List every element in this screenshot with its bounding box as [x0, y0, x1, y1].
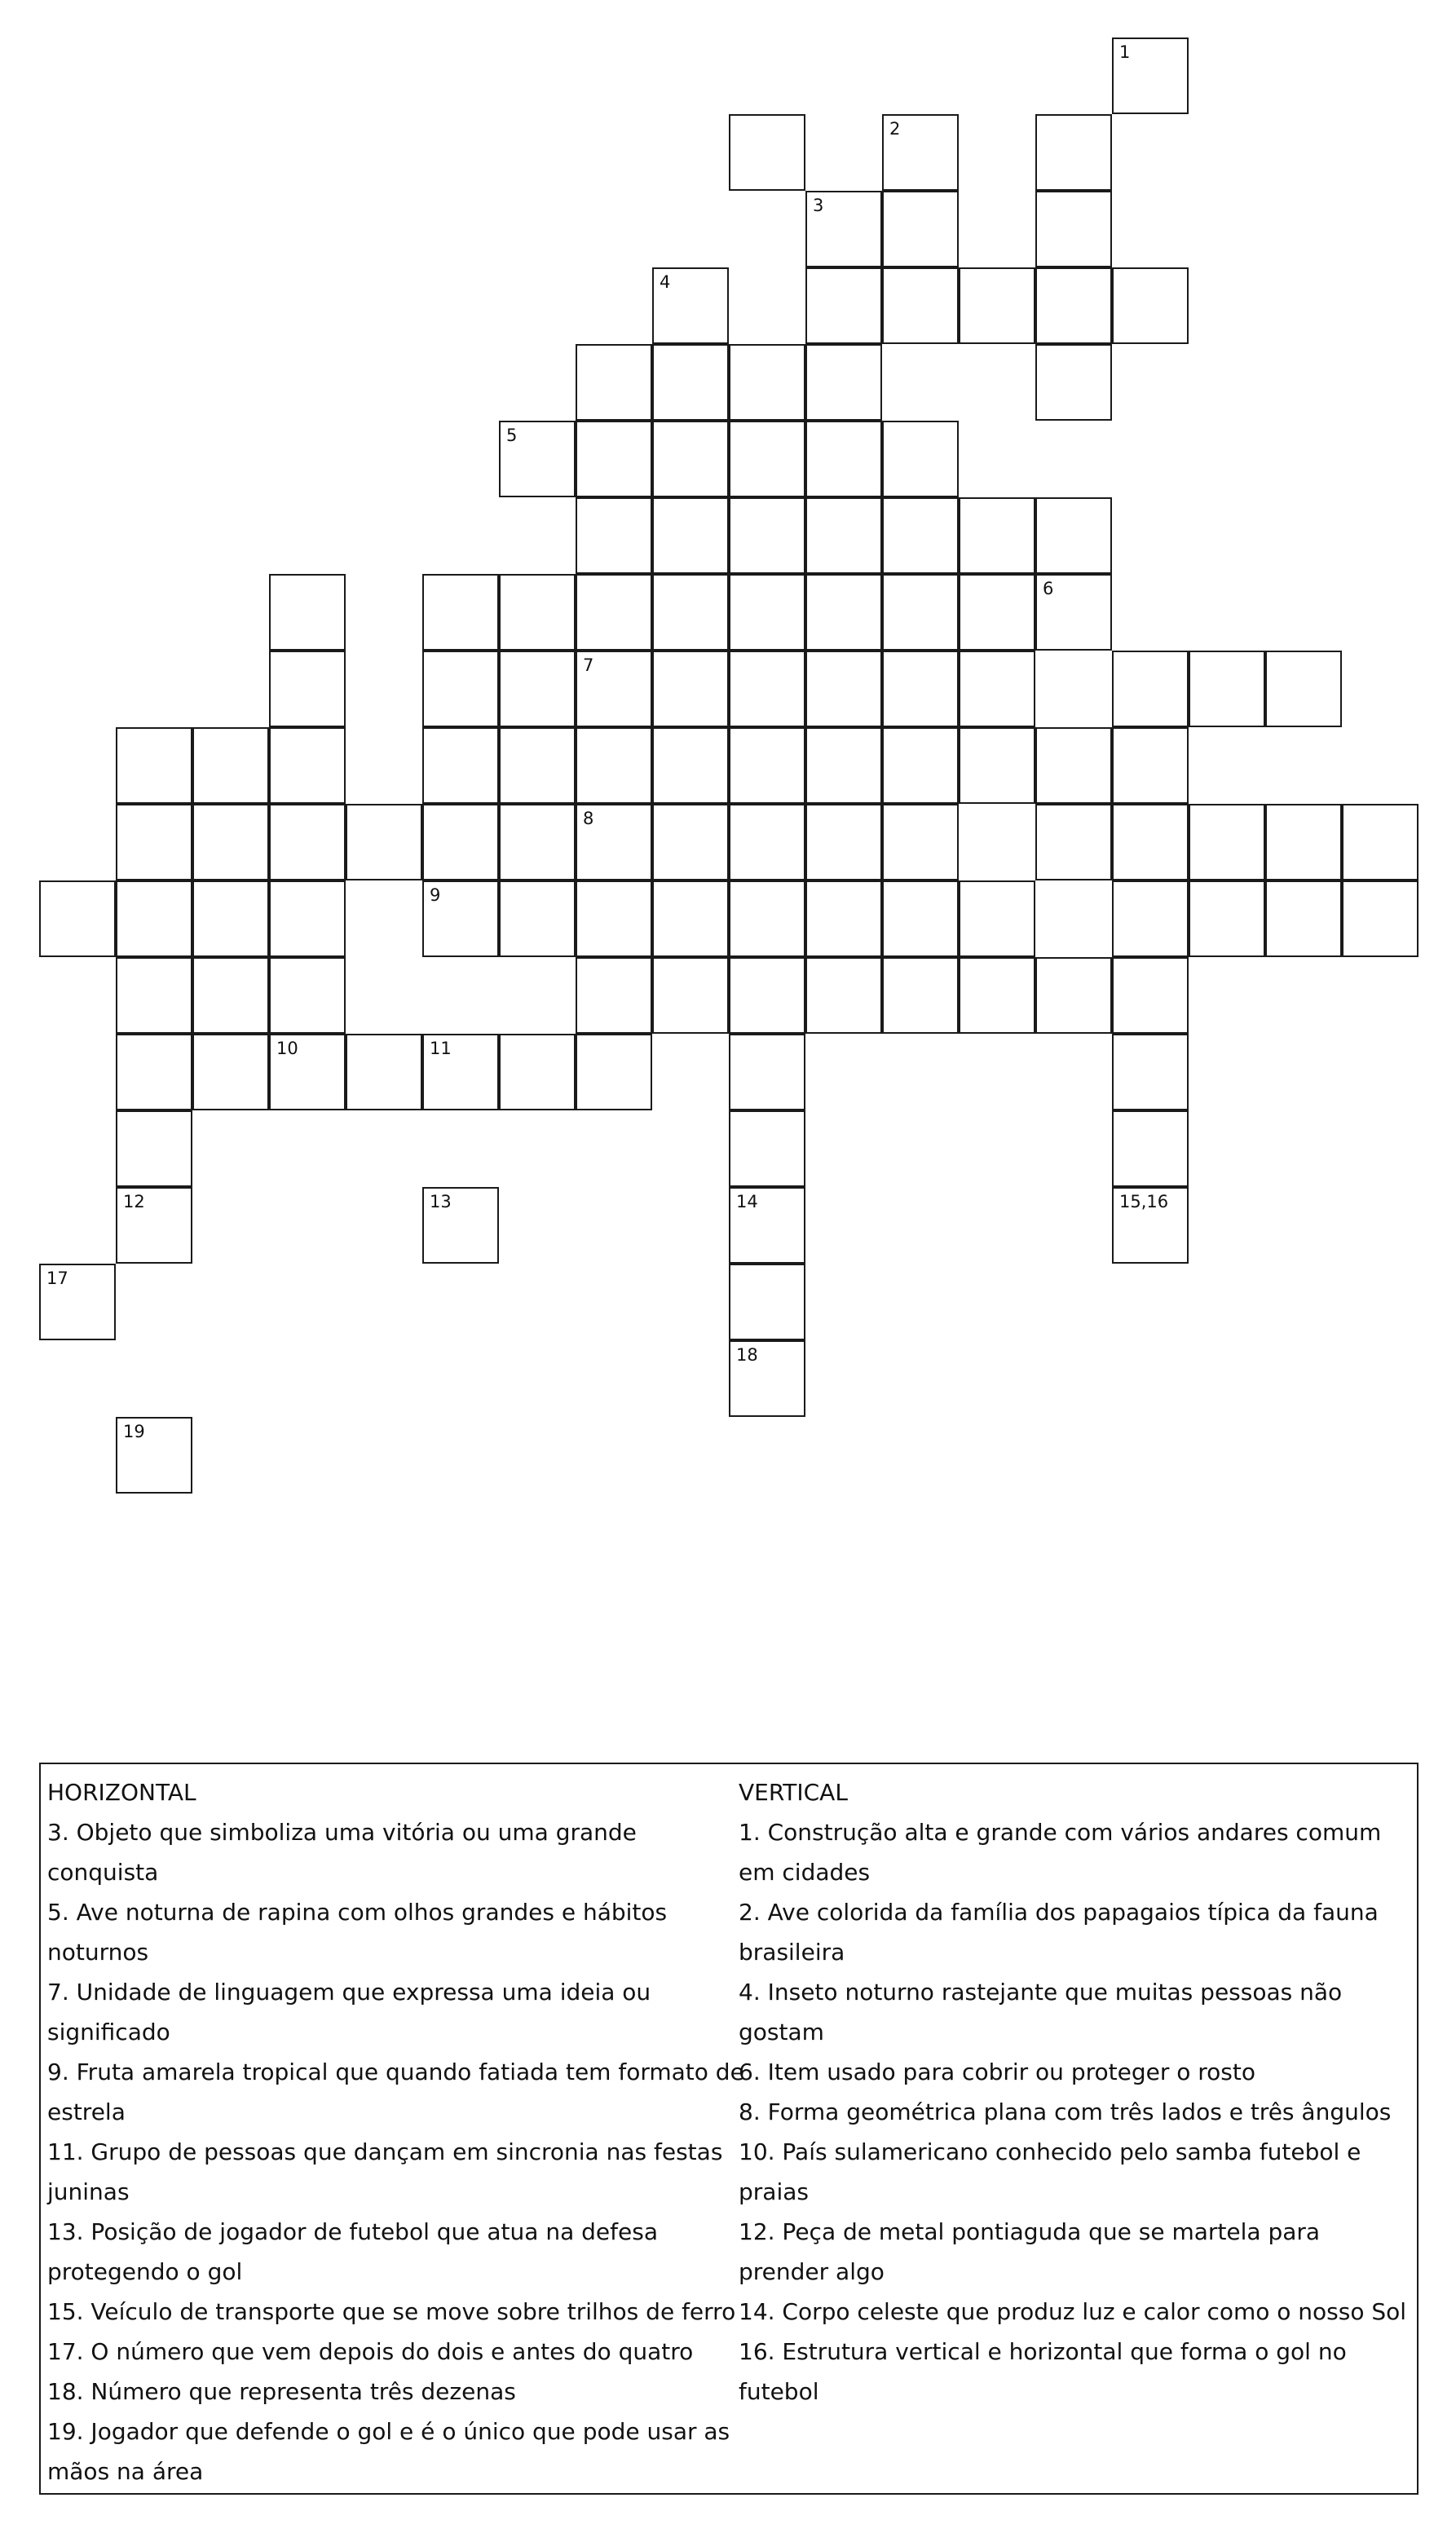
crossword-cell[interactable]: [652, 344, 729, 421]
crossword-cell[interactable]: [882, 880, 959, 957]
crossword-cell[interactable]: [192, 727, 269, 804]
clue-number: 8: [583, 809, 594, 828]
crossword-cell[interactable]: [576, 804, 652, 880]
crossword-cell[interactable]: [576, 574, 652, 651]
crossword-cell[interactable]: [805, 497, 882, 574]
crossword-cell[interactable]: [116, 804, 192, 880]
clue-number: 10: [276, 1039, 298, 1058]
crossword-cell[interactable]: [882, 114, 959, 191]
crossword-cell[interactable]: [576, 421, 652, 497]
crossword-cell[interactable]: [729, 651, 805, 727]
clue-h18: 18. Número que representa três dezenas: [47, 2378, 516, 2405]
vertical-title: VERTICAL: [739, 1779, 848, 1806]
crossword-cell[interactable]: [1112, 651, 1189, 727]
crossword-cell[interactable]: [1035, 727, 1112, 804]
crossword-cell[interactable]: [652, 651, 729, 727]
clue-number: 9: [430, 885, 441, 905]
vertical-clues: [739, 1772, 1415, 2412]
crossword-cell[interactable]: [882, 574, 959, 651]
crossword-cell[interactable]: [1189, 651, 1265, 727]
crossword-cell[interactable]: [1035, 804, 1112, 880]
clue-h15: 15. Veículo de transporte que se move sobre trilhos de ferro: [47, 2298, 736, 2325]
crossword-cell[interactable]: [576, 957, 652, 1034]
crossword-cell[interactable]: [729, 421, 805, 497]
crossword-cell[interactable]: [576, 1034, 652, 1110]
crossword-cell[interactable]: [499, 1034, 576, 1110]
crossword-cell[interactable]: [116, 1110, 192, 1187]
crossword-cell[interactable]: [116, 1034, 192, 1110]
clue-h13: 13. Posição de jogador de futebol que atua na defesa protegendo o gol: [47, 2218, 658, 2285]
crossword-cell[interactable]: [192, 880, 269, 957]
crossword-cell[interactable]: [959, 497, 1035, 574]
clues-box: [39, 1763, 1418, 2495]
crossword-cell[interactable]: [652, 880, 729, 957]
crossword-cell[interactable]: [1035, 957, 1112, 1034]
crossword-cell[interactable]: [882, 957, 959, 1034]
crossword-cell[interactable]: [652, 267, 729, 344]
crossword-cell[interactable]: [729, 344, 805, 421]
crossword-cell[interactable]: [1035, 497, 1112, 574]
crossword-cell[interactable]: [1035, 191, 1112, 267]
crossword-cell[interactable]: [1035, 267, 1112, 344]
crossword-cell[interactable]: [652, 574, 729, 651]
clue-h17: 17. O número que vem depois do dois e antes do quatro: [47, 2338, 694, 2365]
clue-h5: 5. Ave noturna de rapina com olhos grandes e hábitos noturnos: [47, 1899, 668, 1966]
crossword-cell[interactable]: [1112, 38, 1189, 114]
clue-v14: 14. Corpo celeste que produz luz e calor como o nosso Sol: [739, 2298, 1407, 2325]
crossword-cell[interactable]: [729, 114, 805, 191]
crossword-cell[interactable]: [729, 804, 805, 880]
crossword-cell[interactable]: [499, 880, 576, 957]
crossword-cell[interactable]: [805, 957, 882, 1034]
crossword-cell[interactable]: [1112, 267, 1189, 344]
crossword-cell[interactable]: [1112, 1110, 1189, 1187]
clue-h9: 9. Fruta amarela tropical que quando fatiada tem formato de estrela: [47, 2059, 744, 2125]
crossword-cell[interactable]: [1112, 957, 1189, 1034]
crossword-cell[interactable]: [805, 344, 882, 421]
crossword-cell[interactable]: [959, 957, 1035, 1034]
clue-number: 7: [583, 655, 594, 675]
crossword-cell[interactable]: [269, 727, 346, 804]
crossword-cell[interactable]: [729, 574, 805, 651]
clue-v10: 10. País sulamericano conhecido pelo samba futebol e praias: [739, 2138, 1361, 2205]
clue-h7: 7. Unidade de linguagem que expressa uma ideia ou significado: [47, 1979, 651, 2045]
crossword-cell[interactable]: [116, 1417, 192, 1494]
crossword-cell[interactable]: [269, 574, 346, 651]
crossword-cell[interactable]: [882, 804, 959, 880]
crossword-cell[interactable]: [729, 1340, 805, 1417]
crossword-cell[interactable]: [422, 1034, 499, 1110]
crossword-cell[interactable]: [269, 957, 346, 1034]
crossword-cell[interactable]: [1265, 880, 1342, 957]
clue-v1: 1. Construção alta e grande com vários andares comum em cidades: [739, 1819, 1382, 1886]
crossword-cell[interactable]: [39, 1264, 116, 1340]
crossword-cell[interactable]: [729, 1110, 805, 1187]
crossword-cell[interactable]: [729, 1034, 805, 1110]
clue-number: 15,16: [1119, 1192, 1169, 1211]
crossword-cell[interactable]: [116, 727, 192, 804]
crossword-cell[interactable]: [346, 804, 422, 880]
crossword-cell[interactable]: [576, 344, 652, 421]
crossword-cell[interactable]: [959, 267, 1035, 344]
crossword-cell[interactable]: [652, 727, 729, 804]
clue-number: 14: [736, 1192, 758, 1211]
crossword-cell[interactable]: [652, 421, 729, 497]
crossword-cell[interactable]: [805, 880, 882, 957]
crossword-cell[interactable]: [882, 651, 959, 727]
crossword-cell[interactable]: [1342, 880, 1418, 957]
clue-number: 4: [660, 272, 671, 292]
crossword-cell[interactable]: [39, 880, 116, 957]
horizontal-title: HORIZONTAL: [47, 1779, 196, 1806]
crossword-cell[interactable]: [1189, 804, 1265, 880]
crossword-cell[interactable]: [1112, 804, 1189, 880]
crossword-cell[interactable]: [269, 804, 346, 880]
crossword-cell[interactable]: [729, 880, 805, 957]
clue-v8: 8. Forma geométrica plana com três lados e três ângulos: [739, 2098, 1392, 2125]
crossword-cell[interactable]: [882, 191, 959, 267]
crossword-cell[interactable]: [729, 727, 805, 804]
crossword-cell[interactable]: [192, 804, 269, 880]
crossword-cell[interactable]: [1112, 727, 1189, 804]
crossword-cell[interactable]: [805, 727, 882, 804]
crossword-cell[interactable]: [1189, 880, 1265, 957]
clue-h3: 3. Objeto que simboliza uma vitória ou uma grande conquista: [47, 1819, 637, 1886]
crossword-cell[interactable]: [805, 267, 882, 344]
crossword-cell[interactable]: [652, 804, 729, 880]
crossword-cell[interactable]: [805, 191, 882, 267]
crossword-cell[interactable]: [1342, 804, 1418, 880]
clue-number: 17: [46, 1269, 68, 1288]
crossword-cell[interactable]: [882, 421, 959, 497]
crossword-cell[interactable]: [1112, 1034, 1189, 1110]
crossword-cell[interactable]: [346, 1034, 422, 1110]
crossword-cell[interactable]: [1112, 1187, 1189, 1264]
crossword-cell[interactable]: [269, 651, 346, 727]
crossword-cell[interactable]: [422, 651, 499, 727]
crossword-cell[interactable]: [959, 651, 1035, 727]
crossword-cell[interactable]: [192, 1034, 269, 1110]
crossword-cell[interactable]: [805, 574, 882, 651]
crossword-cell[interactable]: [729, 497, 805, 574]
crossword-cell[interactable]: [652, 497, 729, 574]
clue-number: 6: [1043, 579, 1054, 598]
clue-number: 3: [813, 196, 824, 215]
crossword-cell[interactable]: [652, 957, 729, 1034]
crossword-cell[interactable]: [116, 880, 192, 957]
clue-v16: 16. Estrutura vertical e horizontal que forma o gol no futebol: [739, 2338, 1347, 2405]
crossword-cell[interactable]: [576, 497, 652, 574]
clue-h11: 11. Grupo de pessoas que dançam em sincronia nas festas juninas: [47, 2138, 723, 2205]
clue-number: 5: [506, 426, 518, 445]
crossword-cell[interactable]: [422, 804, 499, 880]
crossword-cell[interactable]: [499, 651, 576, 727]
clue-number: 12: [123, 1192, 145, 1211]
clue-v2: 2. Ave colorida da família dos papagaios típica da fauna brasileira: [739, 1899, 1379, 1966]
crossword-cell[interactable]: [116, 1187, 192, 1264]
crossword-cell[interactable]: [422, 574, 499, 651]
crossword-cell[interactable]: [499, 804, 576, 880]
crossword-cell[interactable]: [499, 574, 576, 651]
crossword-cell[interactable]: [422, 727, 499, 804]
crossword-cell[interactable]: [269, 880, 346, 957]
crossword-cell[interactable]: [882, 267, 959, 344]
clue-number: 13: [430, 1192, 452, 1211]
crossword-cell[interactable]: [422, 1187, 499, 1264]
crossword-cell[interactable]: [805, 421, 882, 497]
crossword-cell[interactable]: [1035, 344, 1112, 421]
clue-v12: 12. Peça de metal pontiaguda que se martela para prender algo: [739, 2218, 1321, 2285]
clue-number: 11: [430, 1039, 452, 1058]
clue-number: 2: [889, 119, 901, 139]
crossword-cell[interactable]: [116, 957, 192, 1034]
clue-v4: 4. Inseto noturno rastejante que muitas pessoas não gostam: [739, 1979, 1343, 2045]
crossword-cell[interactable]: [499, 421, 576, 497]
horizontal-clues: [47, 1772, 748, 2491]
clue-h19: 19. Jogador que defende o gol e é o único que pode usar as mãos na área: [47, 2418, 730, 2485]
crossword-cell[interactable]: [269, 1034, 346, 1110]
crossword-cell[interactable]: [959, 880, 1035, 957]
crossword-cell[interactable]: [959, 574, 1035, 651]
crossword-cell[interactable]: [576, 727, 652, 804]
clue-number: 18: [736, 1345, 758, 1365]
crossword-cell[interactable]: [499, 727, 576, 804]
crossword-cell[interactable]: [729, 957, 805, 1034]
crossword-cell[interactable]: [729, 1187, 805, 1264]
crossword-cell[interactable]: [1265, 804, 1342, 880]
crossword-cell[interactable]: [729, 1264, 805, 1340]
crossword-cell[interactable]: [576, 880, 652, 957]
crossword-cell[interactable]: [576, 651, 652, 727]
crossword-cell[interactable]: [882, 497, 959, 574]
crossword-cell[interactable]: [422, 880, 499, 957]
crossword-cell[interactable]: [805, 804, 882, 880]
crossword-cell[interactable]: [1112, 880, 1189, 957]
crossword-cell[interactable]: [959, 727, 1035, 804]
clue-v6: 6. Item usado para cobrir ou proteger o rosto: [739, 2059, 1256, 2085]
crossword-cell[interactable]: [192, 957, 269, 1034]
clue-number: 1: [1119, 42, 1131, 62]
crossword-cell[interactable]: [1035, 574, 1112, 651]
clue-number: 19: [123, 1422, 145, 1441]
crossword-cell[interactable]: [882, 727, 959, 804]
crossword-cell[interactable]: [1035, 114, 1112, 191]
crossword-cell[interactable]: [1265, 651, 1342, 727]
crossword-cell[interactable]: [805, 651, 882, 727]
